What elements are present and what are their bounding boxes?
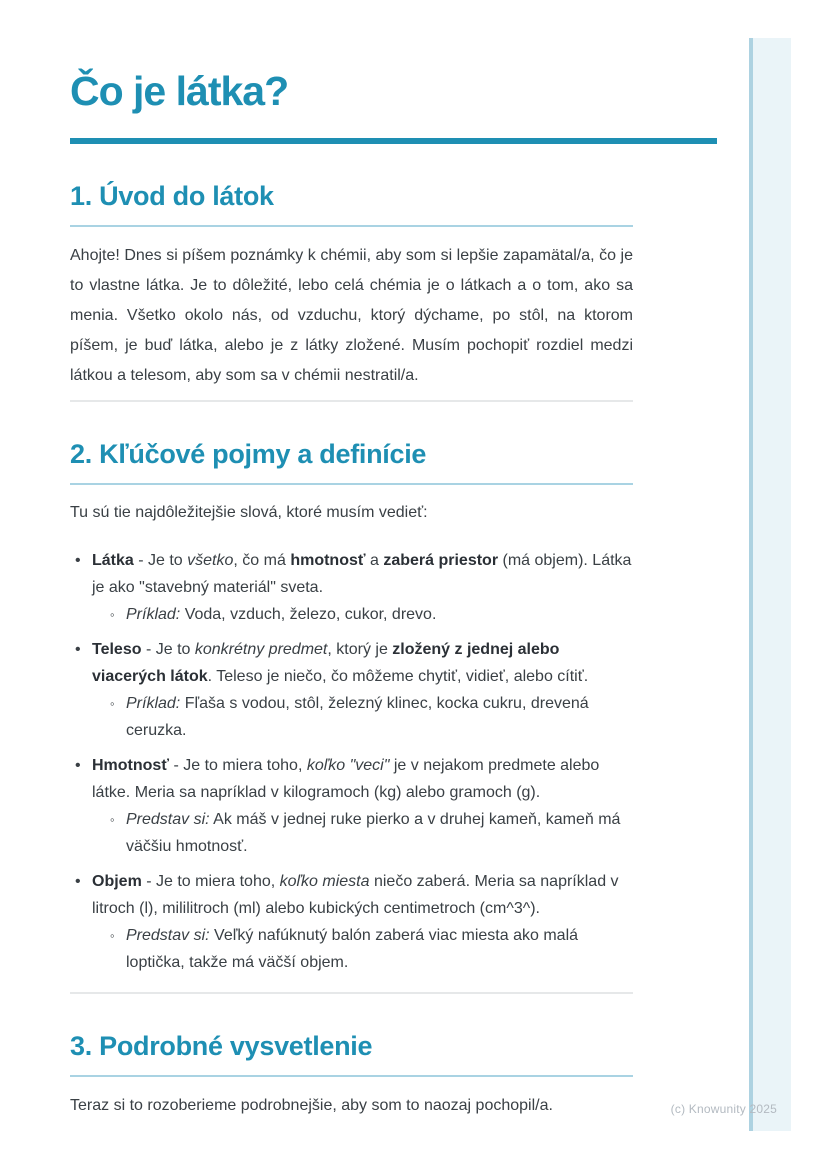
- bullet-icon: •: [75, 757, 81, 774]
- sub-list-item-text: Príklad: Fľaša s vodou, stôl, železný klinec, kocka cukru, drevená ceruzka.: [126, 695, 589, 739]
- list-item-text: Objem - Je to miera toho, koľko miesta niečo zaberá. Meria sa napríklad v litroch (l), mililitroch (ml) alebo kubických centimetroch (cm^3^).: [92, 873, 619, 917]
- list-item: [70, 752, 633, 860]
- bullet-icon: •: [75, 641, 81, 658]
- list-item-text: Teleso - Je to konkrétny predmet, ktorý je zložený z jednej alebo viacerých látok. Teleso je niečo, čo môžeme chytiť, vidieť, alebo cítiť.: [92, 641, 589, 685]
- section-uvod-do-latok: [70, 180, 828, 391]
- copyright-watermark: (c) Knowunity 2025: [670, 1102, 777, 1116]
- sub-list-item: [110, 922, 633, 976]
- page-edge-stripe: [749, 38, 791, 1131]
- definitions-list: [70, 547, 633, 976]
- section-1-paragraph: Ahojte! Dnes si píšem poznámky k chémii, aby som si lepšie zapamätal/a, čo je to vlastne látka. Je to dôležité, lebo celá chémia je o látkach a o tom, ako sa menia. Všetko okolo nás, od vzduchu, ktorý dýchame, po stôl, na ktorom píšem, je buď látka, alebo je z látky zložené. Musím pochopiť rozdiel medzi látkou a telesom, aby som sa v chémii nestratil/a.: [70, 247, 633, 384]
- sub-list-item: [110, 690, 633, 744]
- list-item: [70, 547, 633, 628]
- sub-bullet-icon: ◦: [110, 607, 115, 622]
- section-1-heading: 1. Úvod do látok: [70, 180, 633, 227]
- sub-bullet-icon: ◦: [110, 696, 115, 711]
- section-divider-1: [70, 400, 633, 402]
- sub-list-item-text: Príklad: Voda, vzduch, železo, cukor, drevo.: [126, 606, 437, 623]
- section-2-heading: 2. Kľúčové pojmy a definície: [70, 438, 633, 485]
- sub-list-item: [110, 601, 633, 628]
- sub-bullet-icon: ◦: [110, 812, 115, 827]
- sub-list-item: [110, 806, 633, 860]
- sub-list-item-text: Predstav si: Ak máš v jednej ruke pierko a v druhej kameň, kameň má väčšiu hmotnosť.: [126, 811, 621, 855]
- sub-list-item-text: Predstav si: Veľký nafúknutý balón zaberá viac miesta ako malá loptička, takže má väčší objem.: [126, 927, 579, 971]
- section-klucove-pojmy: [70, 438, 828, 976]
- list-item-text: Hmotnosť - Je to miera toho, koľko "veci" je v nejakom predmete alebo látke. Meria sa napríklad v kilogramoch (kg) alebo gramoch (g).: [92, 757, 600, 801]
- bullet-icon: •: [75, 552, 81, 569]
- document-title: Čo je látka?: [70, 68, 289, 114]
- section-divider-2: [70, 992, 633, 994]
- sub-bullet-icon: ◦: [110, 928, 115, 943]
- title-rule: [70, 138, 717, 144]
- list-item-text: Látka - Je to všetko, čo má hmotnosť a zaberá priestor (má objem). Látka je ako "stavebný materiál" sveta.: [92, 552, 632, 596]
- definitions-list-intro: Tu sú tie najdôležitejšie slová, ktoré musím vedieť:: [70, 504, 428, 521]
- list-item: [70, 868, 633, 976]
- list-item: [70, 636, 633, 744]
- section-3-paragraph: Teraz si to rozoberieme podrobnejšie, aby som to naozaj pochopil/a.: [70, 1097, 553, 1114]
- section-3-heading: 3. Podrobné vysvetlenie: [70, 1030, 633, 1077]
- bullet-icon: •: [75, 873, 81, 890]
